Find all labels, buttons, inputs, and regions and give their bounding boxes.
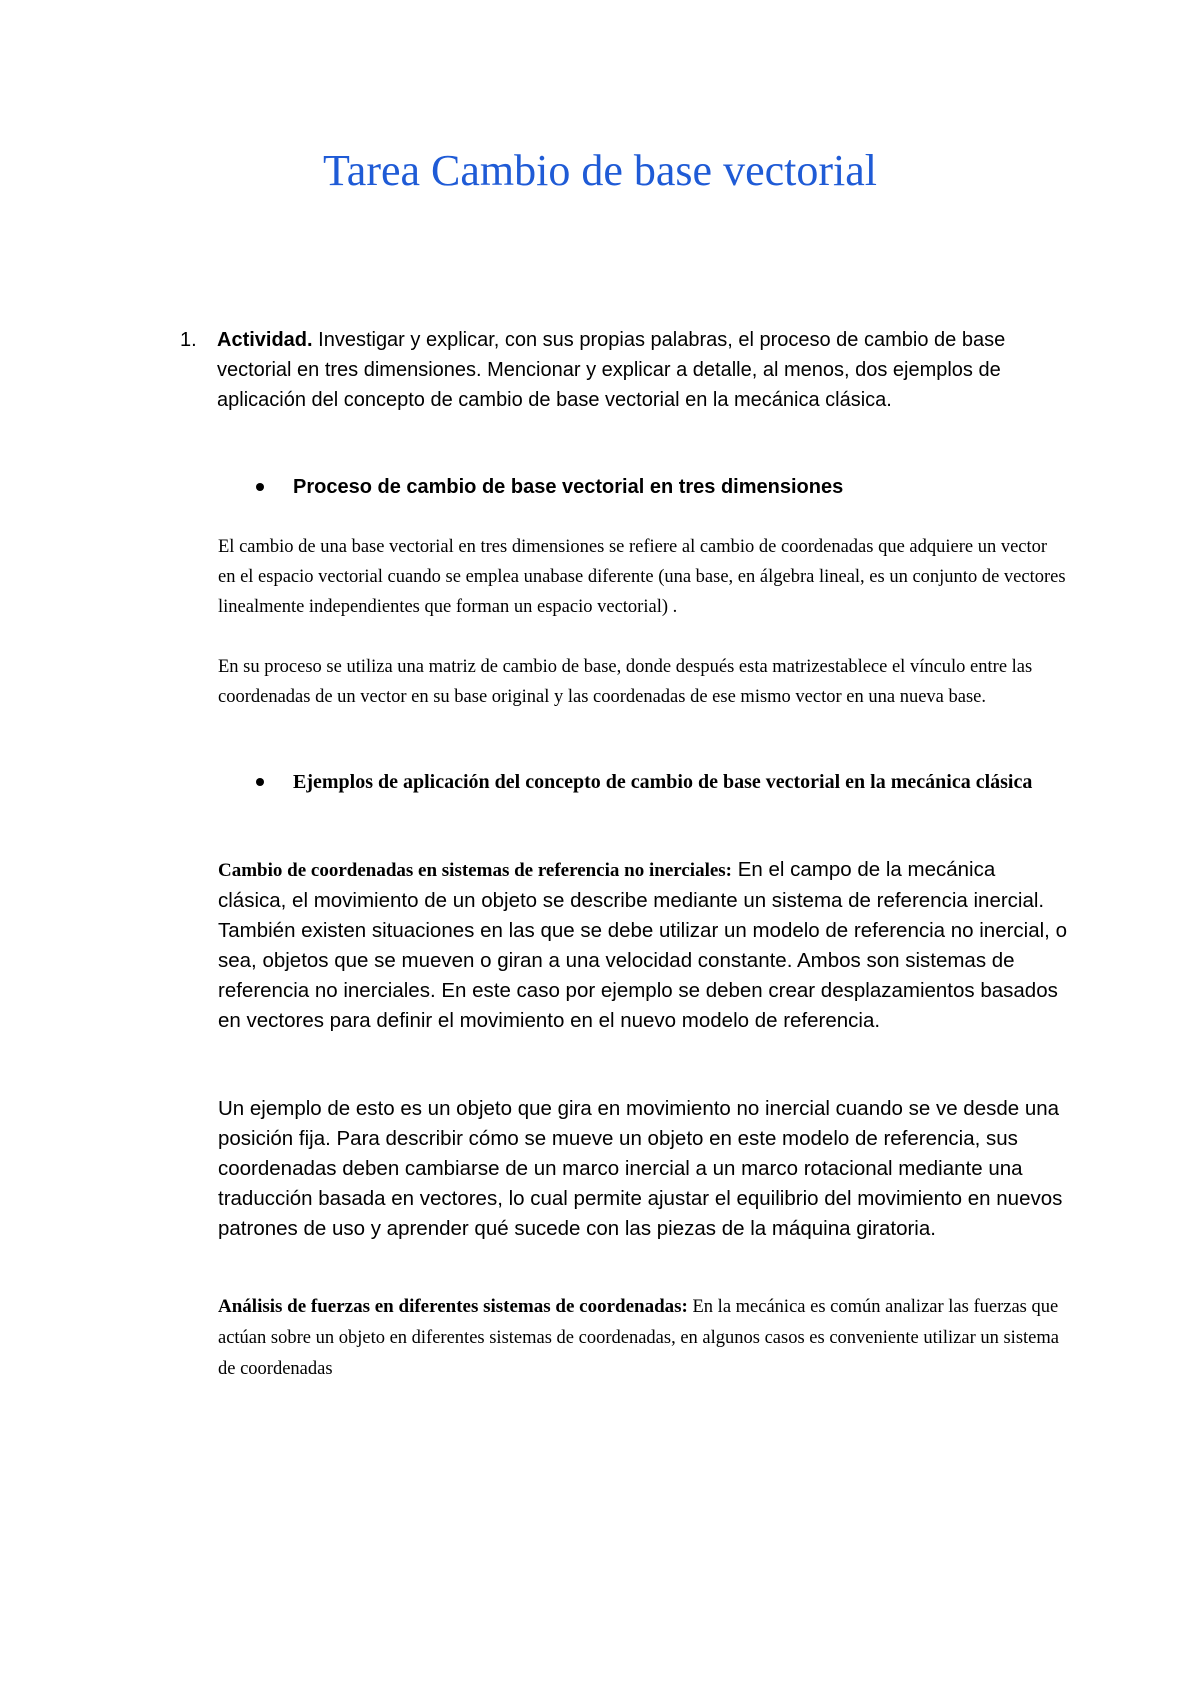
section1-bullet bbox=[256, 472, 1036, 502]
section1-paragraph1: El cambio de una base vectorial en tres dimensiones se refiere al cambio de coordenadas que adquiere un vector en el espacio vectorial cuando se emplea unabase diferente (una base, en álgebra lineal, es un conjunto de vectores linealmente independientes que forman un espacio vectorial) . bbox=[218, 537, 1066, 617]
section2-bullet bbox=[256, 767, 1036, 797]
section1-heading: Proceso de cambio de base vectorial en tres dimensiones bbox=[293, 476, 844, 498]
list-number: 1. bbox=[180, 329, 197, 351]
example1-paragraph bbox=[218, 855, 1068, 1036]
activity-text: Investigar y explicar, con sus propias palabras, el proceso de cambio de base vectorial en tres dimensiones. Mencionar y explicar a detalle, al menos, dos ejemplos de aplicación del concepto de cambio de base vectorial en la mecánica clásica. bbox=[217, 329, 1006, 411]
example1-text: En el campo de la mecánica clásica, el movimiento de un objeto se describe mediante un sistema de referencia inercial. También existen situaciones en las que se debe utilizar un modelo de referencia no inercial, o sea, objetos que se mueven o giran a una velocidad constante. Ambos son sistemas de referencia no inerciales. En este caso por ejemplo se deben crear desplazamientos basados en vectores para definir el movimiento en el nuevo modelo de referencia. bbox=[218, 858, 1067, 1032]
document-title: Tarea Cambio de base vectorial bbox=[323, 146, 877, 195]
activity-label: Actividad. bbox=[217, 329, 313, 351]
activity-item bbox=[180, 325, 1060, 415]
activity-body bbox=[217, 325, 1060, 415]
example2-text: En la mecánica es común analizar las fuerzas que actúan sobre un objeto en diferentes sistemas de coordenadas, en algunos casos es conveniente utilizar un sistema de coordenadas bbox=[218, 1297, 1059, 1379]
example2-lead: Análisis de fuerzas en diferentes sistemas de coordenadas: bbox=[218, 1296, 688, 1317]
section1-paragraph2: En su proceso se utiliza una matriz de cambio de base, donde después esta matrizestablece el vínculo entre las coordenadas de un vector en su base original y las coordenadas de ese mismo vector en una nueva base. bbox=[218, 657, 1033, 707]
example2-paragraph bbox=[218, 1291, 1068, 1384]
example1-paragraph2: Un ejemplo de esto es un objeto que gira en movimiento no inercial cuando se ve desde una posición fija. Para describir cómo se mueve un objeto en este modelo de referencia, sus coordenadas deben cambiarse de un marco inercial a un marco rotacional mediante una traducción basada en vectores, lo cual permite ajustar el equilibrio del movimiento en nuevos patrones de uso y aprender qué sucede con las piezas de la máquina giratoria. bbox=[218, 1097, 1063, 1240]
section2-heading: Ejemplos de aplicación del concepto de cambio de base vectorial en la mecánica clásica bbox=[293, 771, 1033, 793]
example1-lead: Cambio de coordenadas en sistemas de referencia no inerciales: bbox=[218, 860, 733, 881]
